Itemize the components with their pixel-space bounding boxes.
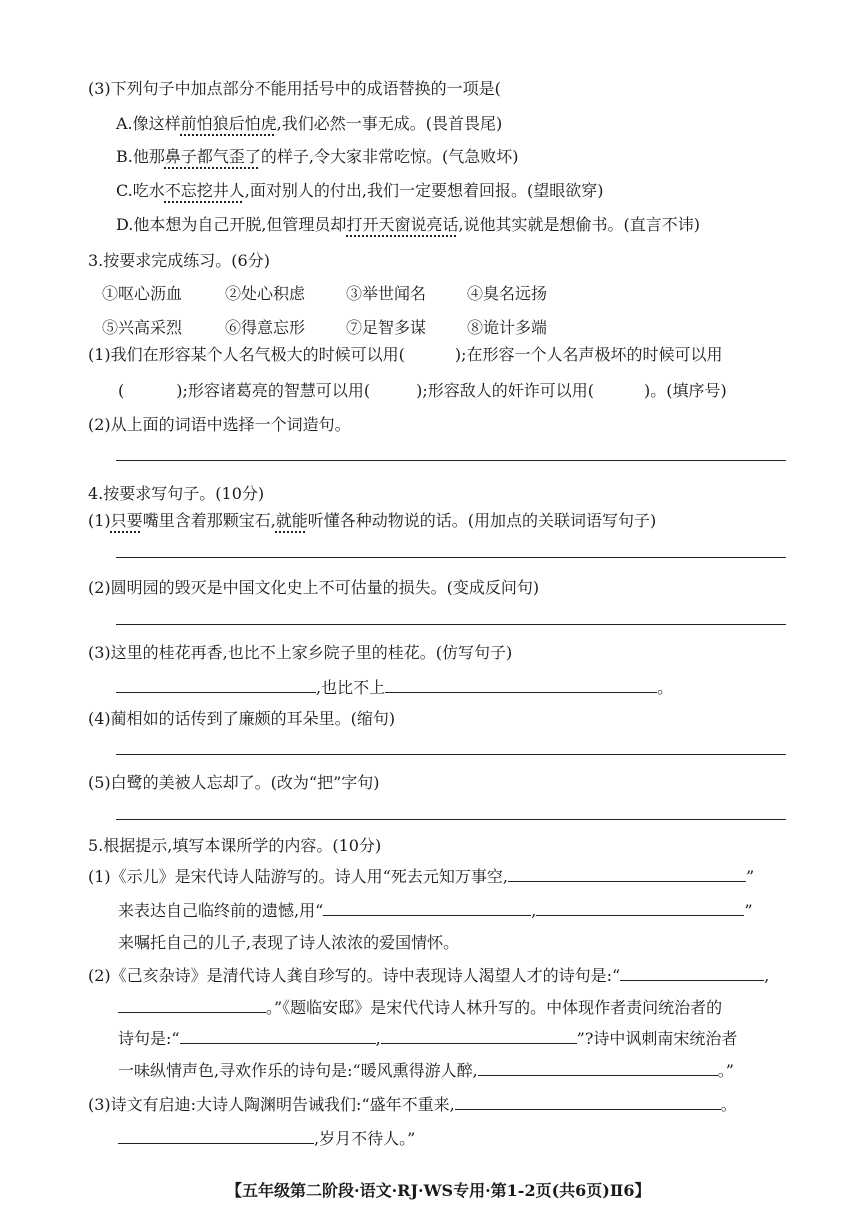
word-option-5: ⑤兴高采烈 (102, 318, 183, 337)
blank[interactable] (455, 1093, 721, 1110)
word-option-3: ③举世闻名 (346, 284, 427, 303)
word-option-4: ④臭名远扬 (467, 284, 548, 303)
word-option-8: ⑧诡计多端 (467, 318, 548, 337)
question-3-1-line1: (1)我们在形容某个人名气极大的时候可以用( );在形容一个人名声极坏的时候可以用 (88, 345, 723, 364)
blank[interactable] (180, 1027, 376, 1044)
question-3-1-line2: ( );形容诸葛亮的智慧可以用( );形容敌人的奸诈可以用( )。(填序号) (118, 381, 727, 400)
answer-line[interactable] (116, 754, 786, 755)
blank[interactable] (478, 1059, 718, 1076)
q5-line3: 来嘱托自己的儿子,表现了诗人浓浓的爱国情怀。 (118, 933, 460, 952)
word-option-7: ⑦足智多谋 (346, 318, 427, 337)
answer-line[interactable] (116, 557, 786, 558)
word-option-6: ⑥得意忘形 (225, 318, 306, 337)
option-d: D.他本想为自己开脱,但管理员却打开天窗说亮话,说他其实就是想偷书。(直言不讳) (116, 215, 701, 234)
question-4-4: (4)蔺相如的话传到了廉颇的耳朵里。(缩句) (88, 709, 396, 728)
answer-line[interactable] (116, 624, 786, 625)
word-option-1: ①呕心沥血 (102, 284, 183, 303)
blank[interactable] (536, 899, 744, 916)
question-3-title: 3.按要求完成练习。(6分) (88, 251, 270, 270)
blank[interactable] (118, 996, 266, 1013)
option-a: A.像这样前怕狼后怕虎,我们必然一事无成。(畏首畏尾) (116, 114, 503, 133)
q5-line1: (1)《示儿》是宋代诗人陆游写的。诗人用“死去元知万事空, ” (88, 867, 755, 886)
blank[interactable] (323, 899, 531, 916)
question-4-title: 4.按要求写句子。(10分) (88, 484, 265, 503)
q5-line6: 诗句是:“ , ”?诗中讽刺南宋统治者 (118, 1029, 738, 1048)
question-4-5: (5)白鹭的美被人忘却了。(改为“把”字句) (88, 773, 380, 792)
question-4-2: (2)圆明园的毁灭是中国文化史上不可估量的损失。(变成反问句) (88, 578, 540, 597)
question-4-1: (1)只要嘴里含着那颗宝石,就能听懂各种动物说的话。(用加点的关联词语写句子) (88, 511, 657, 530)
question-2-3-stem: (3)下列句子中加点部分不能用括号中的成语替换的一项是( (88, 79, 501, 98)
question-5-title: 5.根据提示,填写本课所学的内容。(10分) (88, 836, 382, 855)
blank[interactable] (118, 1127, 314, 1144)
q5-line2: 来表达自己临终前的遗憾,用“ , ” (118, 901, 753, 920)
option-b: B.他那鼻子都气歪了的样子,令大家非常吃惊。(气急败坏) (116, 147, 519, 166)
q5-line7: 一味纵情声色,寻欢作乐的诗句是:“暖风熏得游人醉, 。” (118, 1061, 734, 1080)
q5-line5: 。”《题临安邸》是宋代代诗人林升写的。中体现作者责问统治者的 (118, 996, 722, 1019)
page-footer: 【五年级第二阶段·语文·RJ·WS专用·第1-2页(共6页)Ⅱ6】 (226, 1181, 651, 1200)
question-4-3-fill: ,也比不上 。 (116, 676, 673, 699)
blank[interactable] (385, 676, 657, 693)
q5-line8: (3)诗文有启迪:大诗人陶渊明告诫我们:“盛年不重来, 。 (88, 1095, 737, 1114)
answer-line[interactable] (116, 460, 786, 461)
q5-line4: (2)《己亥杂诗》是清代诗人龚自珍写的。诗中表现诗人渴望人才的诗句是:“ , (88, 966, 770, 985)
option-c: C.吃水不忘挖井人,面对别人的付出,我们一定要想着回报。(望眼欲穿) (116, 181, 604, 200)
blank[interactable] (508, 865, 746, 882)
blank[interactable] (381, 1027, 577, 1044)
blank[interactable] (116, 676, 316, 693)
question-3-2: (2)从上面的词语中选择一个词造句。 (88, 415, 351, 434)
question-4-3: (3)这里的桂花再香,也比不上家乡院子里的桂花。(仿写句子) (88, 643, 513, 662)
q5-line9: ,岁月不待人。” (118, 1127, 415, 1150)
blank[interactable] (620, 964, 764, 981)
answer-line[interactable] (116, 819, 786, 820)
word-option-2: ②处心积虑 (225, 284, 306, 303)
